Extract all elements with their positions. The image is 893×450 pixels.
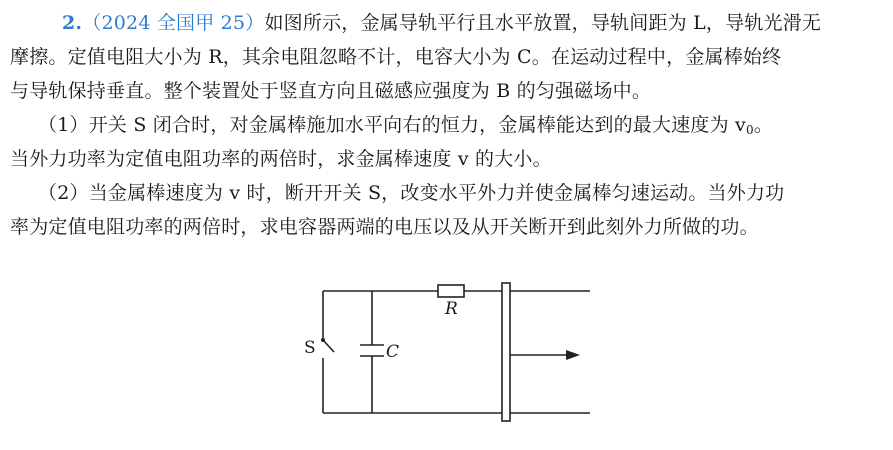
switch-blade xyxy=(323,340,334,352)
problem-line1-text: 如图所示，金属导轨平行且水平放置，导轨间距为 L，导轨光滑无 xyxy=(264,12,822,34)
resistor xyxy=(438,285,464,297)
part1-text: （1）开关 S 闭合时，对金属棒施加水平向右的恒力，金属棒能达到的最大速度为 v xyxy=(38,114,746,136)
part2-line-2: 率为定值电阻功率的两倍时，求电容器两端的电压以及从开关断开到此刻外力所做的功。 xyxy=(10,216,759,238)
switch-contact xyxy=(321,338,325,342)
metal-rod xyxy=(502,283,510,421)
problem-source: （2024 全国甲 25） xyxy=(82,12,265,34)
capacitor-label: C xyxy=(386,342,400,362)
problem-line-3: 与导轨保持垂直。整个装置处于竖直方向且磁感应强度为 B 的匀强磁场中。 xyxy=(10,80,652,102)
part1-end: 。 xyxy=(753,114,774,136)
problem-number: 2. xyxy=(62,12,83,34)
problem-line-2: 摩擦。定值电阻大小为 R，其余电阻忽略不计，电容大小为 C。在运动过程中，金属棒始终 xyxy=(10,46,782,68)
switch-label: S xyxy=(304,338,316,358)
part1-line-2: 当外力功率为定值电阻功率的两倍时，求金属棒速度 v 的大小。 xyxy=(10,148,552,170)
force-arrow-head xyxy=(566,350,580,360)
part2-line-1: （2）当金属棒速度为 v 时，断开开关 S，改变水平外力并使金属棒匀速运动。当外力功 xyxy=(38,182,785,204)
resistor-label: R xyxy=(445,299,458,319)
v0-subscript: 0 xyxy=(745,123,754,137)
